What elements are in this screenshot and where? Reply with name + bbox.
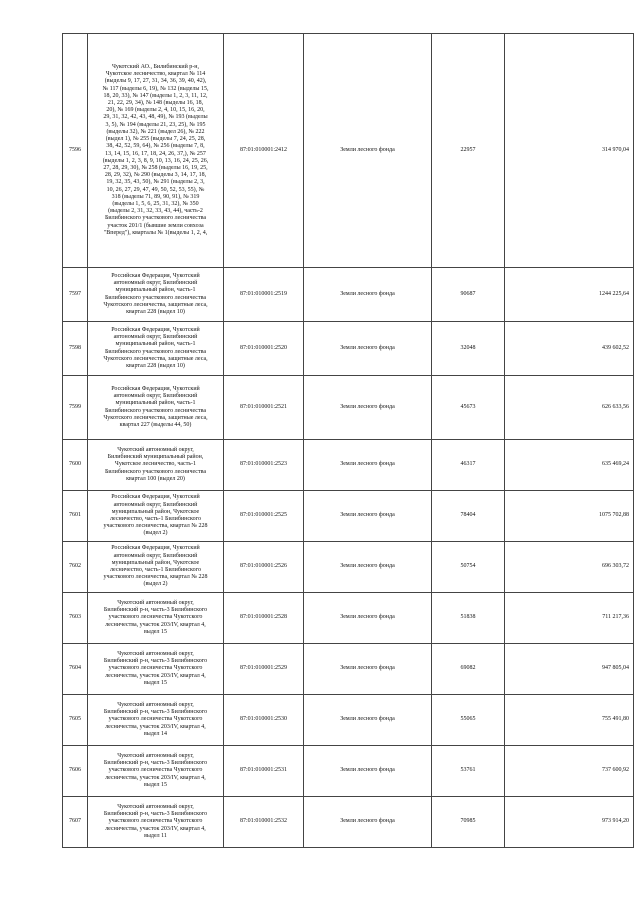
parcel-location-cell (88, 268, 224, 322)
cadastral-number-cell (224, 440, 304, 491)
cadastral-number-cell (224, 542, 304, 593)
land-category-cell (304, 542, 432, 593)
cadastral-value: 439 602,52 (602, 344, 629, 351)
cadastral-value: 635 469,24 (602, 461, 629, 468)
land-category-cell (304, 695, 432, 746)
cadastral-number-cell (224, 268, 304, 322)
parcel-location-cell (88, 322, 224, 376)
land-category-cell (304, 440, 432, 491)
cadastral-value-cell (505, 593, 634, 644)
parcel-area: 90687 (460, 290, 476, 297)
record-number: 7603 (69, 614, 81, 621)
land-category: Земли лесного фонда (340, 146, 395, 153)
record-number-cell (63, 322, 88, 376)
cadastral-value-cell (505, 268, 634, 322)
parcel-location: Чукотский автономный округ, Билибинский р-н, часть-3 Билибинского участкового лесничества Чукотского лесничества, участок 203/IV, квартал 4, выдел 15 (103, 650, 208, 686)
record-number: 7601 (69, 512, 81, 519)
cadastral-value: 626 633,56 (602, 403, 629, 410)
parcel-area: 70985 (460, 818, 476, 825)
parcel-area-cell (432, 644, 505, 695)
record-number-cell (63, 695, 88, 746)
parcel-location: Российская Федерация, Чукотский автономный округ, Билибинский муниципальный район, Чукотское лесничество, часть-1 Билибинского участкового лесничества, квартал № 228 (выдел 2) (103, 545, 208, 588)
land-category-cell (304, 376, 432, 440)
cadastral-number: 87:01:010001:2526 (239, 563, 287, 570)
parcel-location: Чукотский автономный округ, Билибинский муниципальный район, Чукотское лесничество, часть-1 Билибинского участкового лесничества квартал 100 (выдел 20) (104, 446, 207, 482)
cadastral-number: 87:01:010001:2532 (239, 818, 287, 825)
record-number-cell (63, 593, 88, 644)
land-category: Земли лесного фонда (340, 818, 395, 825)
parcel-area-cell (432, 440, 505, 491)
parcel-location: Российская Федерация, Чукотский автономный округ, Билибинский муниципальный район, часть-1 Билибинского участкового лесничества Чукотского лесничества, защитные леса, квартал 228 (выдел 10) (103, 272, 208, 315)
table-row (63, 797, 634, 848)
land-category: Земли лесного фонда (340, 290, 395, 297)
parcel-area: 22957 (460, 146, 476, 153)
land-register-table (62, 33, 634, 848)
record-number: 7598 (69, 344, 81, 351)
table-row (63, 322, 634, 376)
parcel-location-cell (88, 491, 224, 542)
land-category: Земли лесного фонда (340, 614, 395, 621)
parcel-location-cell (88, 542, 224, 593)
cadastral-value-cell (505, 34, 634, 268)
cadastral-value: 973 914,20 (602, 818, 629, 825)
parcel-area-cell (432, 322, 505, 376)
record-number: 7604 (69, 665, 81, 672)
parcel-area-cell (432, 34, 505, 268)
cadastral-number-cell (224, 34, 304, 268)
cadastral-value: 755 491,80 (602, 716, 629, 723)
land-category: Земли лесного фонда (340, 716, 395, 723)
cadastral-value-cell (505, 644, 634, 695)
parcel-area: 32048 (460, 344, 476, 351)
table-row (63, 695, 634, 746)
record-number: 7600 (69, 461, 81, 468)
parcel-area: 78404 (460, 512, 476, 519)
land-category-cell (304, 593, 432, 644)
cadastral-number: 87:01:010001:2530 (239, 716, 287, 723)
cadastral-number: 87:01:010001:2525 (239, 512, 287, 519)
record-number: 7606 (69, 767, 81, 774)
record-number-cell (63, 542, 88, 593)
cadastral-number: 87:01:010001:2519 (239, 290, 287, 297)
cadastral-number: 87:01:010001:2520 (239, 344, 287, 351)
parcel-area-cell (432, 491, 505, 542)
cadastral-number-cell (224, 746, 304, 797)
cadastral-number: 87:01:010001:2529 (239, 665, 287, 672)
parcel-area: 50754 (460, 563, 476, 570)
parcel-location: Чукотский автономный округ, Билибинский р-н, часть-3 Билибинского участкового лесничества Чукотского лесничества, участок 203/IV, квартал 4, выдел 15 (103, 599, 208, 635)
land-category: Земли лесного фонда (340, 665, 395, 672)
parcel-area-cell (432, 542, 505, 593)
cadastral-value-cell (505, 440, 634, 491)
cadastral-number-cell (224, 593, 304, 644)
table-row (63, 542, 634, 593)
cadastral-value: 947 805,04 (602, 665, 629, 672)
cadastral-value-cell (505, 746, 634, 797)
record-number-cell (63, 34, 88, 268)
land-category-cell (304, 644, 432, 695)
parcel-location-cell (88, 376, 224, 440)
cadastral-value-cell (505, 491, 634, 542)
parcel-area: 55065 (460, 716, 476, 723)
cadastral-value-cell (505, 322, 634, 376)
record-number-cell (63, 268, 88, 322)
record-number: 7597 (69, 290, 81, 297)
cadastral-number: 87:01:010001:2523 (239, 461, 287, 468)
cadastral-value-cell (505, 542, 634, 593)
record-number-cell (63, 644, 88, 695)
cadastral-number-cell (224, 695, 304, 746)
parcel-area-cell (432, 593, 505, 644)
land-category: Земли лесного фонда (340, 767, 395, 774)
cadastral-value: 314 970,04 (602, 146, 629, 153)
cadastral-number: 87:01:010001:2521 (239, 403, 287, 410)
cadastral-value: 1244 225,64 (599, 290, 629, 297)
land-category: Земли лесного фонда (340, 512, 395, 519)
record-number: 7599 (69, 403, 81, 410)
cadastral-number-cell (224, 491, 304, 542)
land-register-body (63, 34, 634, 848)
land-category: Земли лесного фонда (340, 344, 395, 351)
table-row (63, 644, 634, 695)
land-category: Земли лесного фонда (340, 403, 395, 410)
table-row (63, 491, 634, 542)
parcel-location: Чукотский АО., Билибинский р-н, Чукотское лесничество, квартал № 114 (выделы 9, 17, 27, 31, 34, 36, 39, 40, 42), № 117 (выделы 6, 19), № 132 (выделы 15, 18, 20, 33), № 147 (выделы 1, 2, 3, 11, 12, 21, 22, 29, 34), № 148 (выделы 16, 18, 20), № 169 (выделы 2, 4, 10, 15, 16, 20, 29, 31, 32, 42, 43, 48, 49), № 193 (выделы 3, 5), № 194 (выделы 21, 23, 25), № 195 (выделы 32), № 221 (выдел 26), № 222 (выдел 1), № 255 (выделы 7, 24, 25, 28, 38, 42, 52, 59, 64), № 256 (выделы 7, 8, 13, 14, 15, 16, 17, 18, 24, 26, 37,), № 257 (выделы 1, 2, 3, 8, 9, 10, 13, 16, 24, 25, 26, 27, 28, 29, 30), № 258 (выделы 16, 19, 25, 28, 29, 32), № 290 (выделы 3, 14, 17, 18, 19, 32, 35, 43, 50), № 291 (выделы 2, 3, 10, 26, 27, 29, 47, 49, 50, 52, 53, 55), № 318 (выделы 71, 89, 90, 91), № 319 (выделы 1, 5, 6, 25, 31, 32), № 350 (выделы 2, 31, 32, 33, 43, 44), часть-2 Билибинского участкового лесничества участок 201/1 (бывшие земли совхоза "Вперед"), кварталы № 1(выделы 1, 2, 4, (102, 64, 209, 236)
record-number: 7605 (69, 716, 81, 723)
land-category-cell (304, 34, 432, 268)
cadastral-value: 696 303,72 (602, 563, 629, 570)
table-row (63, 34, 634, 268)
parcel-area-cell (432, 695, 505, 746)
land-category-cell (304, 746, 432, 797)
land-category-cell (304, 797, 432, 848)
record-number-cell (63, 797, 88, 848)
cadastral-value: 711 217,36 (602, 614, 629, 621)
cadastral-number-cell (224, 797, 304, 848)
record-number-cell (63, 746, 88, 797)
land-category: Земли лесного фонда (340, 461, 395, 468)
land-category-cell (304, 322, 432, 376)
parcel-location-cell (88, 695, 224, 746)
record-number-cell (63, 440, 88, 491)
record-number-cell (63, 376, 88, 440)
parcel-area-cell (432, 268, 505, 322)
parcel-area: 69082 (460, 665, 476, 672)
record-number-cell (63, 491, 88, 542)
parcel-location-cell (88, 440, 224, 491)
parcel-location: Российская Федерация, Чукотский автономный округ, Билибинский муниципальный район, часть-1 Билибинского участкового лесничества Чукотского лесничества, защитные леса, квартал 227 (выделы 44, 50) (103, 385, 208, 428)
parcel-location: Чукотский автономный округ, Билибинский р-н, часть-3 Билибинского участкового лесничества Чукотского лесничества, участок 203/IV, квартал 4, выдел 15 (103, 752, 208, 788)
land-category-cell (304, 491, 432, 542)
parcel-location: Чукотский автономный округ, Билибинский р-н, часть-3 Билибинского участкового лесничества Чукотского лесничества, участок 203/IV, квартал 4, выдел 14 (103, 701, 208, 737)
parcel-area-cell (432, 746, 505, 797)
parcel-location: Российская Федерация, Чукотский автономный округ, Билибинский муниципальный район, Чукотское лесничество, часть-1 Билибинского участкового лесничества, квартал № 228 (выдел 2) (103, 494, 208, 537)
cadastral-number-cell (224, 322, 304, 376)
parcel-location-cell (88, 644, 224, 695)
table-row (63, 593, 634, 644)
cadastral-value-cell (505, 797, 634, 848)
parcel-location-cell (88, 797, 224, 848)
parcel-location: Российская Федерация, Чукотский автономный округ, Билибинский муниципальный район, часть-1 Билибинского участкового лесничества Чукотского лесничества, защитные леса, квартал 228 (выдел 10) (103, 326, 208, 369)
table-row (63, 268, 634, 322)
parcel-location-cell (88, 746, 224, 797)
parcel-location-cell (88, 593, 224, 644)
table-row (63, 440, 634, 491)
record-number: 7607 (69, 818, 81, 825)
parcel-location: Чукотский автономный округ, Билибинский р-н, часть-3 Билибинского участкового лесничества Чукотского лесничества, участок 203/IV, квартал 4, выдел 11 (103, 803, 208, 839)
table-row (63, 376, 634, 440)
parcel-area: 53761 (460, 767, 476, 774)
cadastral-number-cell (224, 376, 304, 440)
record-number: 7602 (69, 563, 81, 570)
cadastral-number: 87:01:010001:2531 (239, 767, 287, 774)
land-category: Земли лесного фонда (340, 563, 395, 570)
land-category-cell (304, 268, 432, 322)
cadastral-value-cell (505, 695, 634, 746)
cadastral-number: 87:01:010001:2412 (239, 146, 287, 153)
parcel-area: 46317 (460, 461, 476, 468)
cadastral-value: 1075 702,88 (599, 512, 629, 519)
parcel-area: 45673 (460, 403, 476, 410)
parcel-area: 51838 (460, 614, 476, 621)
table-row (63, 746, 634, 797)
parcel-area-cell (432, 376, 505, 440)
parcel-location-cell (88, 34, 224, 268)
parcel-area-cell (432, 797, 505, 848)
cadastral-value: 737 600,92 (602, 767, 629, 774)
record-number: 7596 (69, 146, 81, 153)
cadastral-value-cell (505, 376, 634, 440)
cadastral-number-cell (224, 644, 304, 695)
cadastral-number: 87:01:010001:2528 (239, 614, 287, 621)
